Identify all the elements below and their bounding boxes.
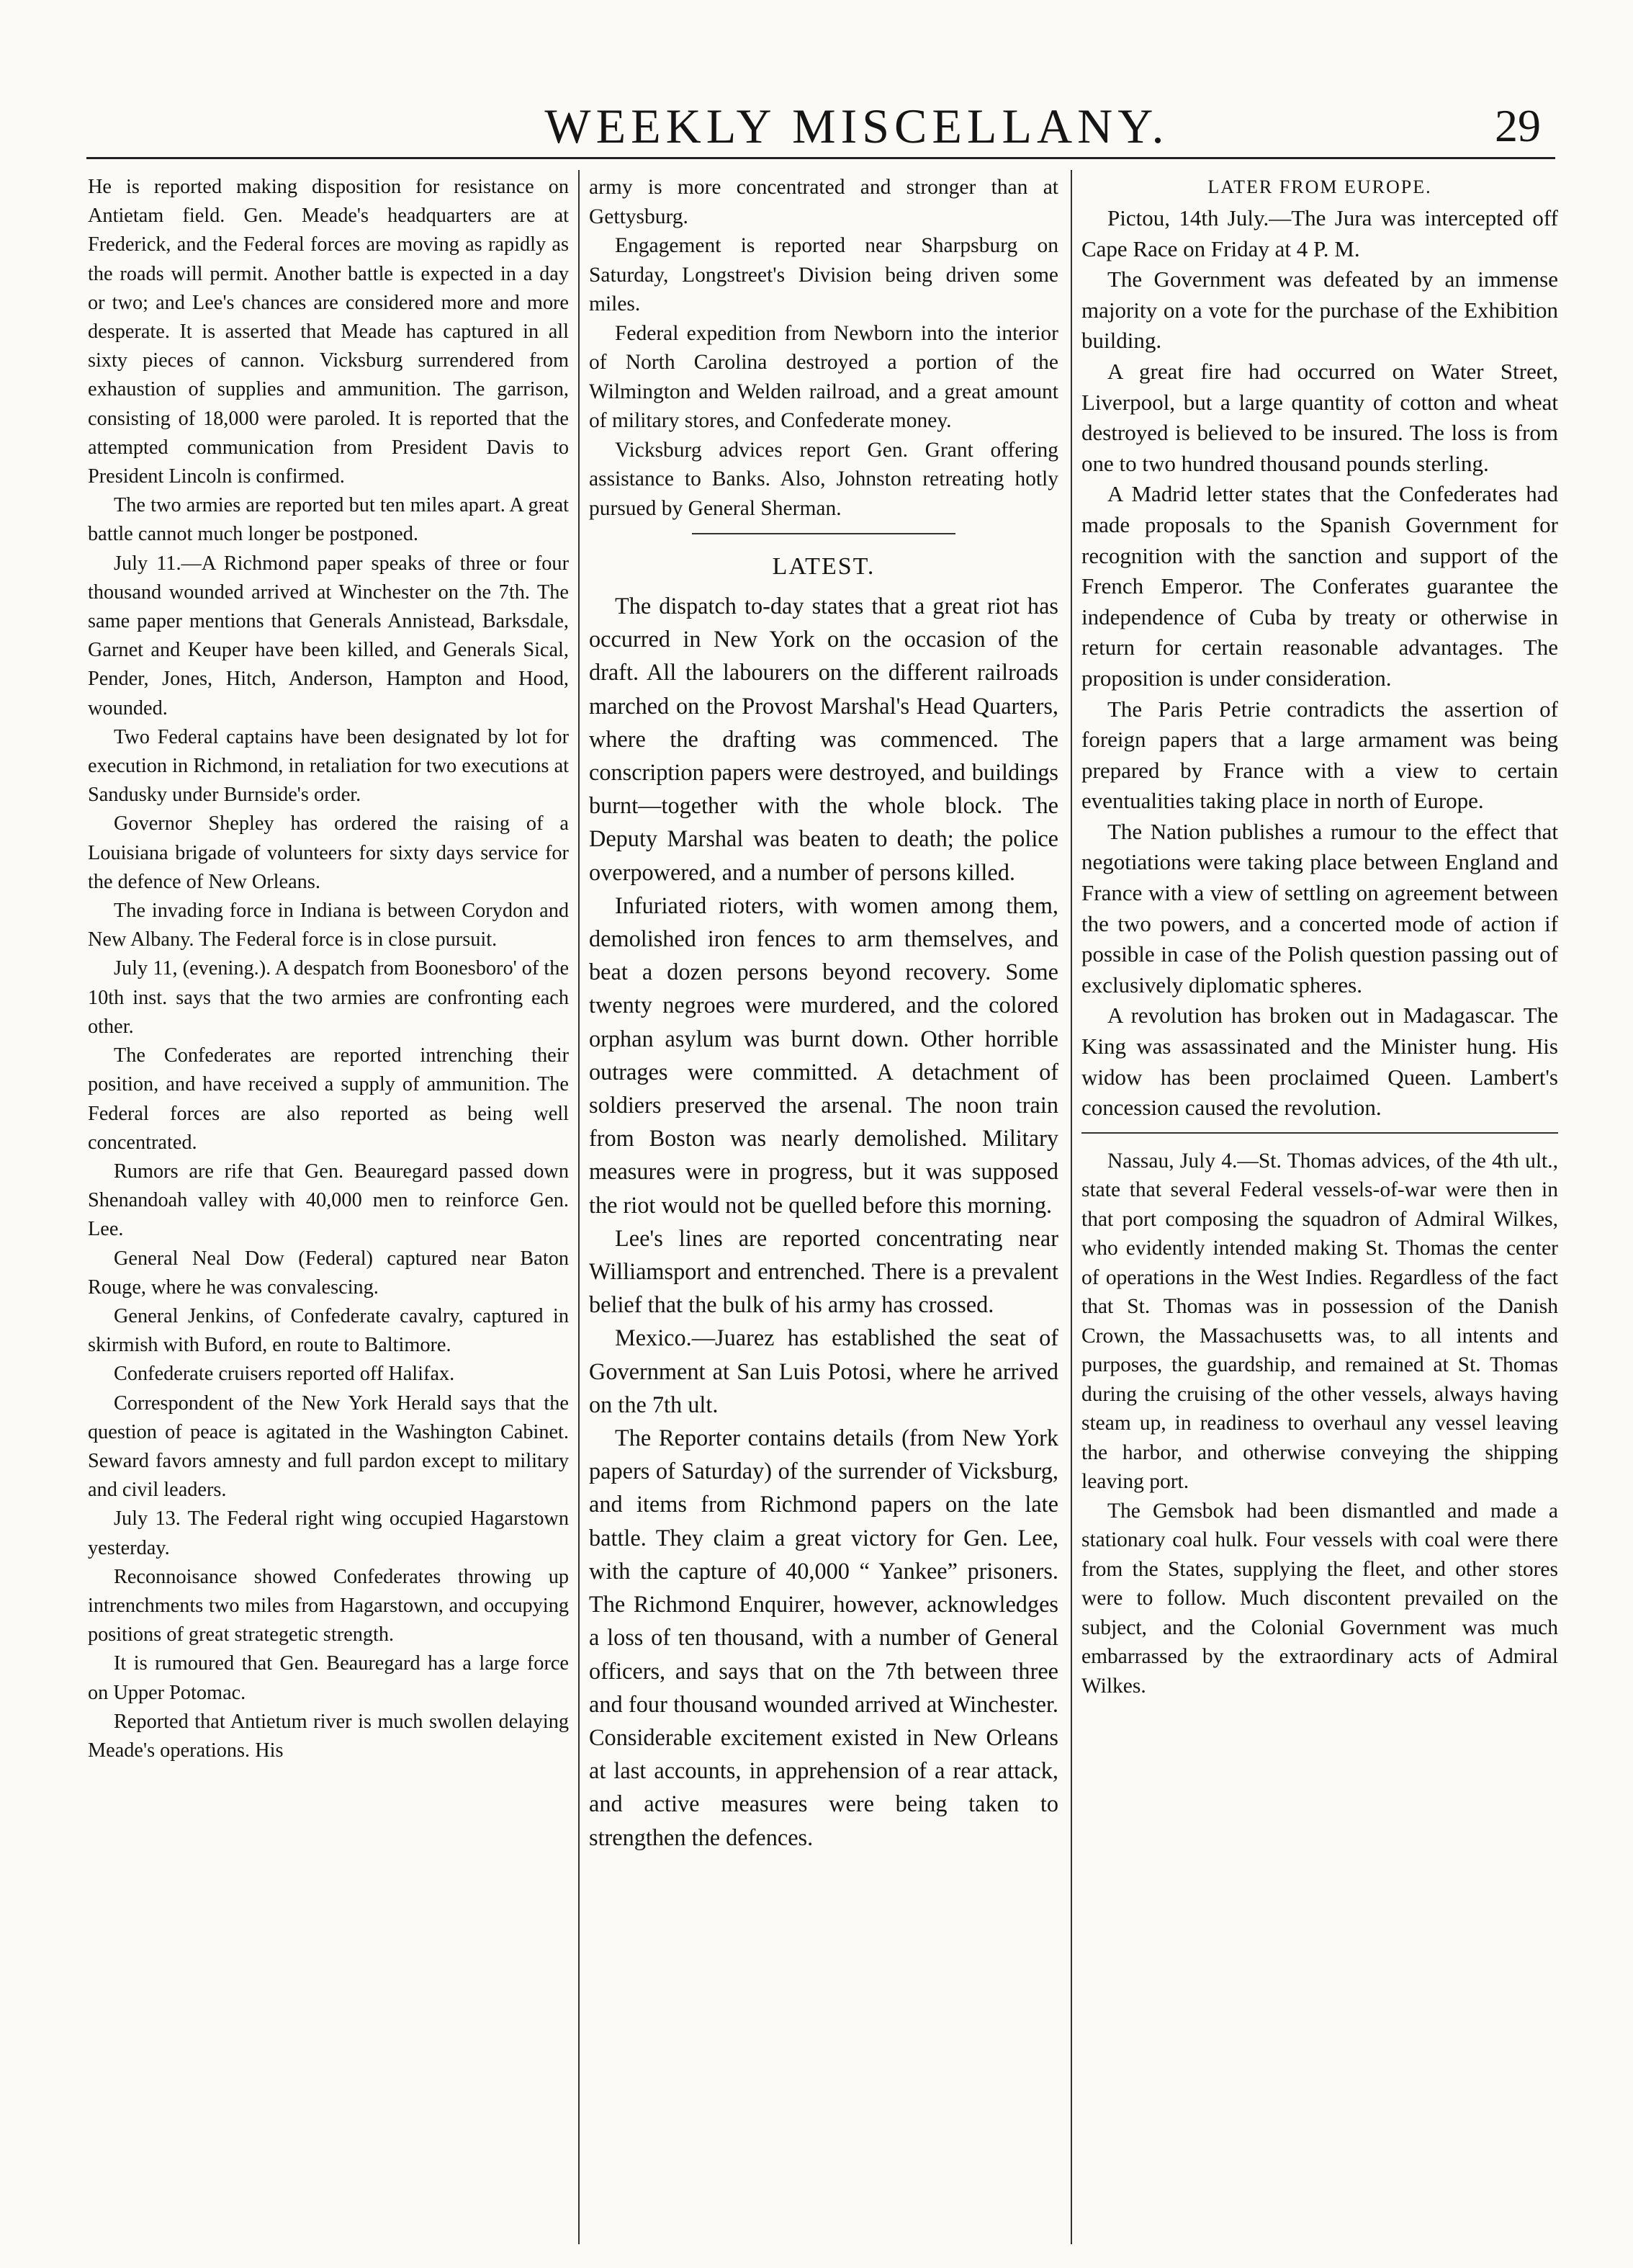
masthead-title: WEEKLY MISCELLANY. (544, 99, 1169, 153)
column-1 (88, 173, 569, 2240)
column-2 (589, 173, 1058, 2240)
paragraph: Reconnoisance showed Confederates throwing up intrenchments two miles from Hagarstown, and occupying positions of great strategetic strength. (88, 1565, 569, 1646)
paragraph: Two Federal captains have been designated by lot for execution in Richmond, in retaliation for two executions at Sandusky under Burnside's order. (88, 725, 569, 807)
paragraph: The two armies are reported but ten miles apart. A great battle cannot much longer be postponed. (88, 494, 569, 546)
paragraph: A revolution has broken out in Madagascar. The King was assassinated and the Minister hung. His widow has been proclaimed Queen. Lambert's concession caused the revolution. (1081, 1003, 1558, 1121)
nassau-section (1081, 1147, 1558, 1701)
paragraph: The Nation publishes a rumour to the effect that negotiations were taking place between England and France with a view of settling on agreement between the two powers, and a concerted mode of action if possible in case of the Polish question passing out of exclusively diplomatic spheres. (1081, 818, 1558, 998)
paragraph: The invading force in Indiana is between Corydon and New Albany. The Federal force is in close pursuit. (88, 900, 569, 951)
paragraph: The Confederates are reported intrenching their position, and have received a supply of ammunition. The Federal forces are also reported as being well concentrated. (88, 1044, 569, 1154)
paragraph: He is reported making disposition for resistance on Antietam field. Gen. Meade's headquarters are at Frederick, and the Federal forces are moving as rapidly as the roads will permit. Another battle is expected in a day or two; and Lee's chances are considered more and more desperate. It is asserted that Meade has captured in all sixty pieces of cannon. Vicksburg surrendered from exhaustion of supplies and ammunition. The garrison, consisting of 18,000 were paroled. It is reported that the attempted communication from President Davis to President Lincoln is confirmed. (88, 176, 569, 488)
latest-heading: LATEST. (772, 553, 876, 580)
paragraph: Confederate cruisers reported off Halifax. (114, 1363, 455, 1386)
paragraph: The dispatch to-day states that a great riot has occurred in New York on the occasion of the draft. All the labourers on the different railroads marched on the Provost Marshal's Head Quarters, where the drafting was commenced. The conscription papers were destroyed, and buildings burnt—together with the whole block. The Deputy Marshal was beaten to death; the police overpowered, and a number of persons killed. (589, 593, 1058, 885)
paragraph: Rumors are rife that Gen. Beauregard passed down Shenandoah valley with 40,000 men to reinforce Gen. Lee. (88, 1160, 569, 1241)
paragraph: Pictou, 14th July.—The Jura was intercepted off Cape Race on Friday at 4 P. M. (1081, 205, 1558, 261)
page-number: 29 (1495, 100, 1541, 151)
paragraph: General Neal Dow (Federal) captured near Baton Rouge, where he was convalescing. (88, 1247, 569, 1299)
paragraph: Infuriated rioters, with women among them, demolished iron fences to arm themselves, and beat a dozen persons beyond recovery. Some twenty negroes were murdered, and the colored orphan asylum was burnt down. Other horrible outrages were committed. A detachment of soldiers preserved the arsenal. The noon train from Boston was nearly demolished. Military measures were in progress, but it was supposed the riot would not be quelled before this morning. (589, 892, 1058, 1218)
paragraph: Governor Shepley has ordered the raising of a Louisiana brigade of volunteers for sixty days service for the defence of New Orleans. (88, 812, 569, 893)
paragraph: The Gemsbok had been dismantled and made a stationary coal hulk. Four vessels with coal were there from the States, supplying the fleet, and other stores were to follow. Much discontent prevailed on the subject, and the Colonial Government was much embarrassed by the extraordinary acts of Admiral Wilkes. (1081, 1499, 1558, 1698)
paragraph: July 11.—A Richmond paper speaks of three or four thousand wounded arrived at Winchester on the 7th. The same paper mentions that Generals Annistead, Barksdale, Garnet and Keuper have been killed, and Generals Sical, Pender, Jones, Hitch, Anderson, Hampton and Hood, wounded. (88, 552, 569, 720)
paragraph: General Jenkins, of Confederate cavalry, captured in skirmish with Buford, en route to Baltimore. (88, 1304, 569, 1357)
header-rule (86, 157, 1555, 159)
paragraph: July 11, (evening.). A despatch from Boonesboro' of the 10th inst. says that the two armies are confronting each other. (88, 957, 569, 1038)
column-2-top (589, 173, 1058, 523)
paragraph: Lee's lines are reported concentrating near Williamsport and entrenched. There is a prevalent belief that the bulk of his army has crossed. (589, 1224, 1058, 1318)
paragraph: A great fire had occurred on Water Street, Liverpool, but a large quantity of cotton and wheat destroyed is believed to be insured. The loss is from one to two hundred thousand pounds sterling. (1081, 358, 1558, 476)
paragraph: The Paris Petrie contradicts the assertion of foreign papers that a large armament was being prepared by France with a view to certain eventualities taking place in north of Europe. (1081, 696, 1558, 814)
paragraph: A Madrid letter states that the Confederates had made proposals to the Spanish Government for recognition with the sanction and support of the French Emperor. The Conferates guarantee the independence of Cuba by treaty or otherwise in return for certain reasonable advantages. The proposition is under consideration. (1081, 481, 1558, 691)
paragraph: Mexico.—Juarez has established the seat of Government at San Luis Potosi, where he arrived on the 7th ult. (589, 1325, 1058, 1417)
paragraph: July 13. The Federal right wing occupied Hagarstown yesterday. (88, 1507, 569, 1559)
section-rule (1081, 1132, 1558, 1134)
paragraph: army is more concentrated and stronger than at Gettysburg. (589, 176, 1058, 228)
paragraph: Reported that Antietum river is much swollen delaying Meade's operations. His (88, 1710, 569, 1762)
column-rule-1 (578, 170, 580, 2244)
section-rule (692, 533, 955, 534)
column-3 (1081, 173, 1558, 2240)
column-rule-2 (1071, 170, 1072, 2244)
paragraph: It is rumoured that Gen. Beauregard has a large force on Upper Potomac. (88, 1652, 569, 1704)
europe-heading: LATER FROM EUROPE. (1207, 176, 1432, 197)
paragraph: Federal expedition from Newborn into the interior of North Carolina destroyed a portion of the Wilmington and Welden railroad, and a great amount of military stores, and Confederate money. (589, 321, 1058, 432)
paragraph: Vicksburg advices report Gen. Grant offering assistance to Banks. Also, Johnston retreating hotly pursued by General Sherman. (589, 438, 1058, 520)
paragraph: Nassau, July 4.—St. Thomas advices, of the 4th ult., state that several Federal vessels-of-war were then in that port composing the squadron of Admiral Wilkes, who evidently intended making St. Thomas the center of operations in the West Indies. Regardless of the fact that St. Thomas was in possession of the Danish Crown, the Massachusetts was, to all intents and purposes, the guardship, and remained at St. Thomas during the cruising of the other vessels, always having steam up, in readiness to overhaul any vessel leaving the harbor, and otherwise conveying the shipping leaving port. (1081, 1149, 1558, 1494)
paragraph: Engagement is reported near Sharpsburg on Saturday, Longstreet's Division being driven some miles. (589, 234, 1058, 315)
paragraph: The Reporter contains details (from New York papers of Saturday) of the surrender of Vicksburg, and items from Richmond papers on the late battle. They claim a great victory for Gen. Lee, with the capture of 40,000 “ Yankee” prisoners. The Richmond Enquirer, however, acknowledges a loss of ten thousand, with a number of General officers, and says that on the 7th between three and four thousand wounded arrived at Winchester. Considerable excitement existed in New Orleans at last accounts, in apprehension of a rear attack, and active measures were being taken to strengthen the defences. (589, 1425, 1058, 1850)
paragraph: The Government was defeated by an immense majority on a vote for the purchase of the Exhibition building. (1081, 266, 1558, 354)
paragraph: Correspondent of the New York Herald says that the question of peace is agitated in the Washington Cabinet. Seward favors amnesty and full pardon except to military and civil leaders. (88, 1391, 569, 1502)
masthead (86, 101, 1555, 151)
